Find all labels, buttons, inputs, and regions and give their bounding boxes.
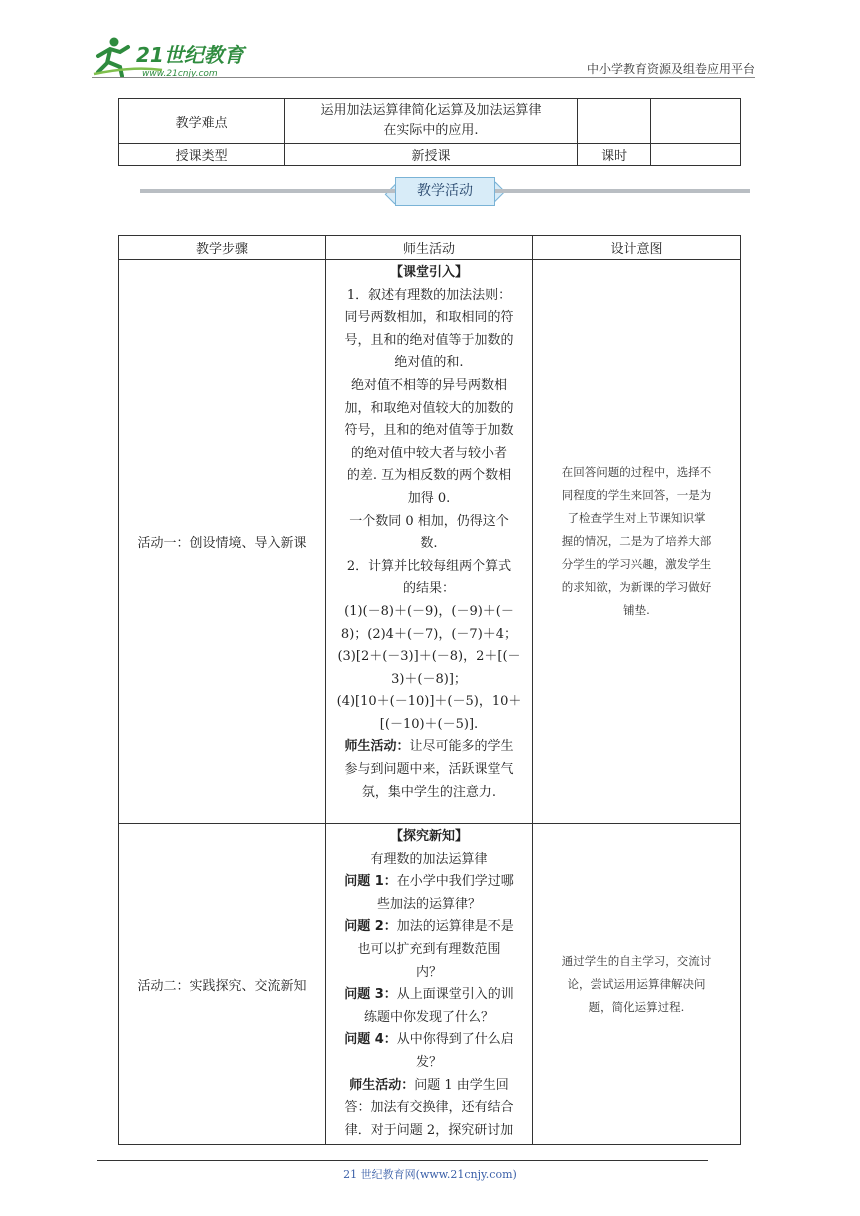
text-line: 分学生的学习兴趣，激发学生 <box>561 557 712 571</box>
section-heading: 【探究新知】 <box>389 829 468 844</box>
question-line: 问题 1：在小学中我们学过哪 <box>344 874 514 890</box>
teacher-student-note: 师生活动：让尽可能多的学生 <box>344 739 514 755</box>
step-cell: 活动一：创设情境、导入新课 <box>119 260 326 824</box>
blank-cell <box>651 99 741 144</box>
site-logo <box>92 36 262 80</box>
question-line: 些加法的运算律？ <box>376 896 481 912</box>
svg-text:www.21cnjy.com: www.21cnjy.com <box>142 69 218 79</box>
text-line: 的结果： <box>402 581 455 597</box>
text-line: 绝对值的和. <box>394 355 464 371</box>
question-line: 发？ <box>415 1054 442 1070</box>
text-line: [(－10)＋(－5)]. <box>379 716 479 732</box>
text-line: 题，简化运算过程. <box>588 999 685 1014</box>
intent-cell <box>533 824 741 1145</box>
text-line: 的求知欲，为新课的学习做好 <box>561 580 712 594</box>
text-line: (4)[10＋(－10)]＋(－5)，10＋ <box>336 694 522 710</box>
svg-text:21世纪教育: 21世纪教育 <box>136 43 244 67</box>
difficulty-label: 教学难点 <box>119 99 285 144</box>
intent-cell <box>533 260 741 824</box>
text-line: (1)(－8)＋(－9)，(－9)＋(－ <box>344 603 514 619</box>
section-subtitle: 有理数的加法运算律 <box>370 851 488 867</box>
text-line: 数. <box>420 536 438 552</box>
text-line: 的差. 互为相反数的两个数相 <box>346 468 512 484</box>
text-line: 同程度的学生来回答，一是为 <box>561 488 712 502</box>
question-line: 也可以扩充到有理数范围 <box>357 941 501 957</box>
text-line: 铺垫. <box>623 603 650 617</box>
question-list <box>330 871 528 1074</box>
difficulty-value: 运用加法运算律简化运算及加法运算律 在实际中的应用. <box>285 99 578 144</box>
activity-table <box>118 235 741 1145</box>
text-line: 同号两数相加，和取相同的符 <box>344 310 514 326</box>
text-line: 一个数同 0 相加，仍得这个 <box>349 513 509 529</box>
activity-cell: 【探究新知】 有理数的加法运算律 问题 1：在小学中我们学过哪 些加法的运算律？ 问题 2：加法的运算律是不是 也可以扩充到有理数范围 内？ 问题 3：从上面课堂引入的训 练题中你发现了什么？ 问题 4：从中你得到了什么启 发？ 师生活动：问题 1 由学生回 答：加法有交换律，还有结合 律．对于问题 2，探究研讨加 <box>326 824 533 1145</box>
footer-divider <box>97 1160 708 1161</box>
blank-cell <box>577 99 651 144</box>
type-label: 授课类型 <box>119 144 285 166</box>
text-line: 在回答问题的过程中，选择不 <box>561 465 712 479</box>
text-line: 加得 0. <box>407 490 451 506</box>
text-line: 2．计算并比较每组两个算式 <box>346 558 512 574</box>
text-line: 握的情况，二是为了培养大部 <box>561 534 712 548</box>
text-line: 1．叙述有理数的加法法则： <box>346 287 512 303</box>
text-line: 加，和取绝对值较大的加数的 <box>344 400 514 416</box>
question-line: 内？ <box>415 964 442 980</box>
platform-name: 中小学教育资源及组卷应用平台 <box>586 62 755 76</box>
teacher-student-note: 师生活动：问题 1 由学生回 <box>349 1077 509 1093</box>
section-banner: 教学活动 <box>395 177 495 206</box>
footer-text: 21 世纪教育网(www.21cnjy.com) <box>343 1168 517 1181</box>
text-line: 了检查学生对上节课知识掌 <box>567 511 706 525</box>
hours-label: 课时 <box>577 144 651 166</box>
header-intent: 设计意图 <box>533 236 741 260</box>
question-line: 练题中你发现了什么？ <box>363 1009 494 1025</box>
text-line: 通过学生的自主学习，交流讨 <box>561 953 712 968</box>
question-line: 问题 4：从中你得到了什么启 <box>344 1032 514 1048</box>
type-value: 新授课 <box>285 144 578 166</box>
lesson-info-table <box>118 98 741 166</box>
activity-lines <box>330 285 528 737</box>
header-step: 教学步骤 <box>119 236 326 260</box>
table-row <box>119 824 741 1145</box>
section-heading: 【课堂引入】 <box>389 265 468 280</box>
hours-value <box>651 144 741 166</box>
text-line: 8)；(2)4＋(－7)，(－7)＋4； <box>340 626 518 642</box>
text-line: 号，且和的绝对值等于加数的 <box>344 332 514 348</box>
text-line: (3)[2＋(－3)]＋(－8)，2＋[(－ <box>337 649 521 665</box>
text-line: 论，尝试运用运算律解决问 <box>567 976 706 991</box>
table-row <box>119 260 741 824</box>
header-divider <box>92 77 755 78</box>
question-line: 问题 2：加法的运算律是不是 <box>344 919 514 935</box>
question-line: 问题 3：从上面课堂引入的训 <box>344 987 514 1003</box>
step-cell: 活动二：实践探究、交流新知 <box>119 824 326 1145</box>
text-line: 绝对值不相等的异号两数相 <box>350 377 507 393</box>
text-line: 符号，且和的绝对值等于加数 <box>344 423 514 439</box>
text-line: 的绝对值中较大者与较小者 <box>350 445 507 461</box>
text-line: 3)＋(－8)]； <box>391 671 467 687</box>
header-activity: 师生活动 <box>326 236 533 260</box>
activity-cell: 【课堂引入】 1．叙述有理数的加法法则： 同号两数相加，和取相同的符 号，且和的绝对值等于加数的 绝对值的和. 绝对值不相等的异号两数相 加，和取绝对值较大的加数的 符号，且和的绝对值等于加数 的绝对值中较大者与较小者 的差. 互为相反数的两个数相 加得 0. 一个数同 0 相加，仍得这个 数. 2．计算并比较每组两个算式 的结果： (1)(－8)＋(－9)，(－9)＋(－ 8)；(2)4＋(－7)，(－7)＋4； (3)[2＋(－3)]＋(－8)，2＋[(－ 3)＋(－8)]； (4)[10＋(－10)]＋(－5)，10＋ [(－10)＋(－5)]. 师生活动：让尽可能多的学生 参与到问题中来，活跃课堂气 氛，集中学生的注意力. <box>326 260 533 824</box>
